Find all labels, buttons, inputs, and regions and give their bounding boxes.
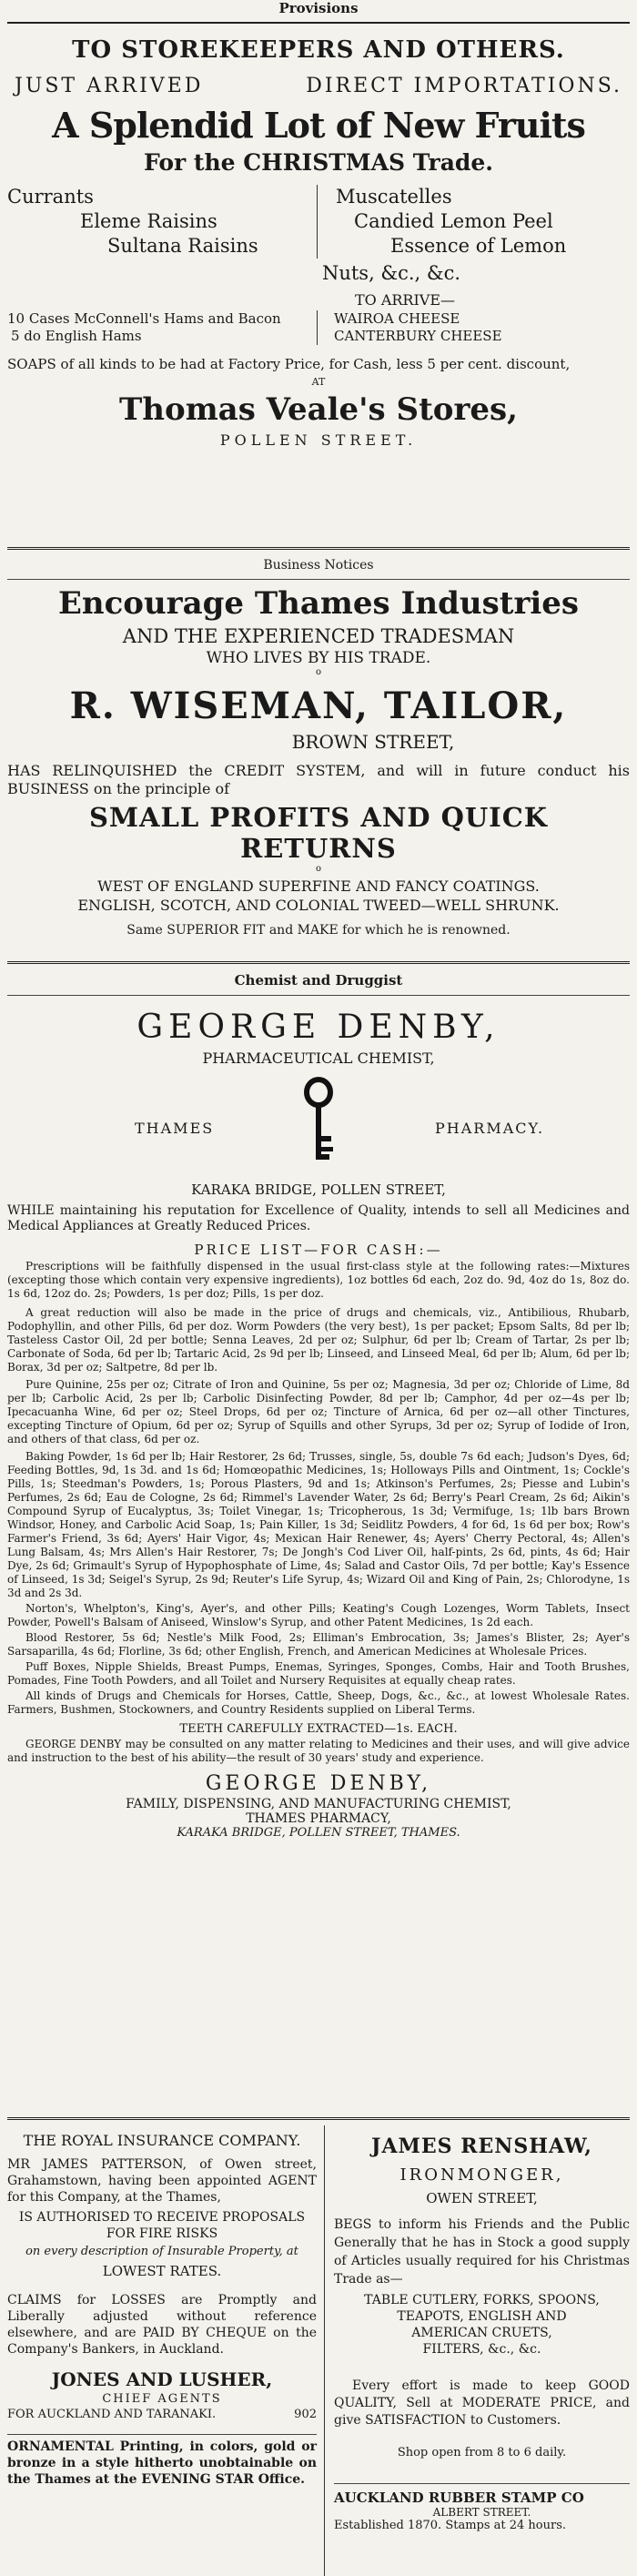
arrive-item: 10 Cases McConnell's Hams and Bacon (7, 310, 281, 327)
who-lives-line: WHO LIVES BY HIS TRADE. (206, 649, 431, 667)
fruit-item: Muscatelles (336, 186, 452, 208)
renshaw-street: OWEN STREET, (426, 2190, 538, 2206)
west-line: WEST OF ENGLAND SUPERFINE AND FANCY COATINGS. (97, 877, 540, 895)
arrive-right (318, 310, 630, 345)
denby-bridge: KARAKA BRIDGE, POLLEN STREET, THAMES. (177, 1826, 460, 1840)
goods-item: AMERICAN CRUETS, (411, 2326, 552, 2340)
fruit-item: Currants (7, 186, 94, 208)
store-street: POLLEN STREET. (219, 431, 418, 449)
fruit-item: Sultana Raisins (107, 235, 258, 257)
insurance-body: MR JAMES PATTERSON, of Owen street, Grahamstown, having been appointed AGENT for this Company, at the Thames, (7, 2157, 317, 2205)
renshaw-hours: Shop open from 8 to 6 daily. (397, 2446, 567, 2459)
same-line: Same SUPERIOR FIT and MAKE for which he is renowned. (126, 923, 511, 938)
ornament: o (315, 864, 322, 874)
divider (7, 547, 630, 550)
insurance-claims: CLAIMS for LOSSES are Promptly and Liberally adjusted without reference elsewhere, and are PAID BY CHEQUE on the Company's Bankers, in Auckland. (7, 2293, 317, 2357)
encourage-headline: Encourage Thames Industries (57, 585, 580, 622)
arrived-left: JUST ARRIVED (15, 75, 204, 97)
pharmacy-row (7, 1076, 630, 1176)
renshaw-goods (334, 2292, 630, 2358)
baking-para: Baking Powder, 1s 6d per lb; Hair Restorer, 2s 6d; Trusses, single, 5s, double 7s 6d each; Judson's Dyes, 6d; Feeding Bottles, 9d, 1s 3d. and 1s 6d; Homœopathic Medicines, 1s; Holloways Pills and Ointment, 1s; Cockle's Pills, 1s; Steedman's Powders, 1s; Porous Plasters, 9d and 1s; Atkinson's Perfumes, 2s; Piesse and Lubin's Perfumes, 2s 6d; Eau de Cologne, 2s 6d; Rimmel's Lavender Water, 2s 6d; Berry's Pearl Cream, 2s 6d; Aikin's Compound Syrup of Eucalyptus, 3s; Toilet Vinegar, 1s; Tricopherous, 1s 3d; Vermifuge, 1s; 1lb bars Brown Windsor, Honey, and Carbolic Acid Soap, 1s; Pain Killer, 1s 3d; Seidlitz Powders, 4 for 6d, 1s 6d per box; Row's Farmer's Friend, 3s 6d; Ayers' Hair Vigor, 4s; Mexican Hair Renewer, 4s; Ayers' Cherry Pectoral, 4s; Allen's Lung Balsam, 4s; Mrs Allen's Hair Restorer, 7s; De Jongh's Cod Liver Oil, half-pints, 2s 6d, pints, 4s 6d; Hair Dye, 2s 6d; Grimault's Syrup of Hypophosphate of Lime, 4s; Salad and Castor Oils, 7d per bottle; Kay's Essence of Linseed, 1s 3d; Seigel's Syrup, 2s 9d; Reuter's Life Syrup, 4s; Wizard Oil and King of Pain, 2s; Chlorodyne, 1s 3d and 2s 3d. (7, 1450, 630, 1599)
fruit-right (318, 185, 630, 259)
key-icon (300, 1076, 337, 1167)
at-line: AT (311, 376, 326, 388)
goods-item: FILTERS, &c., &c. (422, 2342, 541, 2357)
quinine-para: Pure Quinine, 25s per oz; Citrate of Iron and Quinine, 5s per oz; Magnesia, 3d per oz; Chloride of Lime, 8d per lb; Carbolic Acid, 2s per lb; Carbolic Disinfecting Powder, 8d per lb; Camphor, 4d per oz—4s per lb; Ipecacuanha Wine, 6d per oz; Steel Drops, 6d per oz; Tincture of Arnica, 6d per oz—all other Tinctures, excepting Tincture of Opium, 6d per oz; Syrup of Squills and other Syrups, 3d per oz; Syrup of Iodide of Iron, and others of that class, 6d per oz. (7, 1378, 630, 1445)
ornamental-printing: ORNAMENTAL Printing, in colors, gold or bronze in a style hitherto unobtainable on the Thames at the EVENING STAR Office. (7, 2439, 317, 2487)
denby-pharmacy: THAMES PHARMACY, (246, 1811, 391, 1826)
chief-agents: CHIEF AGENTS (102, 2392, 222, 2406)
horses-para: All kinds of Drugs and Chemicals for Horses, Cattle, Sheep, Dogs, &c., &c., at lowest Wholesale Rates. Farmers, Bushmen, Stockowners, and Country Residents supplied on Liberal Terms. (7, 1689, 630, 1716)
fruit-item: Candied Lemon Peel (354, 210, 553, 232)
renshaw-trade: IRONMONGER, (399, 2165, 564, 2185)
divider (7, 961, 630, 964)
wiseman-body: HAS RELINQUISHED the CREDIT SYSTEM, and will in future conduct his BUSINESS on the principle of (7, 762, 630, 797)
christmas-trade: For the CHRISTMAS Trade. (144, 149, 493, 176)
insurance-lowest: LOWEST RATES. (102, 2263, 222, 2279)
experienced-line: AND THE EXPERIENCED TRADESMAN (122, 625, 515, 647)
ornament: o (315, 667, 322, 677)
agents-for: FOR AUCKLAND AND TARANAKI. (7, 2408, 217, 2421)
wiseman-name: R. WISEMAN, TAILOR, (69, 685, 568, 727)
fruit-item: Eleme Raisins (80, 210, 217, 232)
agents-line (7, 2408, 317, 2421)
denby-name-2: GEORGE DENBY, (205, 1772, 432, 1795)
provisions-section (7, 0, 630, 542)
insurance-every: on every description of Insurable Property, at (25, 2245, 298, 2258)
small-profits: SMALL PROFITS AND QUICK RETURNS (88, 802, 549, 864)
price-list-heading: PRICE LIST—FOR CASH:— (194, 1242, 443, 1258)
jones-lusher: JONES AND LUSHER, (51, 2368, 273, 2390)
thames-label: THAMES (135, 1120, 215, 1137)
karaka-bridge: KARAKA BRIDGE, POLLEN STREET, (191, 1182, 446, 1198)
business-header: Business Notices (263, 558, 374, 573)
arrived-line (15, 75, 622, 97)
arrived-right: DIRECT IMPORTATIONS. (306, 75, 622, 97)
rubber-stamp-est: Established 1870. Stamps at 24 hours. (334, 2519, 567, 2532)
insurance-authorised: IS AUTHORISED TO RECEIVE PROPOSALS FOR FIRE RISKS (18, 2210, 306, 2241)
chemist-header: Chemist and Druggist (234, 972, 403, 989)
insurance-title: THE ROYAL INSURANCE COMPANY. (23, 2132, 301, 2149)
prescriptions-para: Prescriptions will be faithfully dispensed in the usual first-class style at the following rates:—Mixtures (excepting those which contain very expensive ingredients), 1oz bottles 6d each, 2oz do. 9d, 4oz do 1s, 8oz do. 1s 6d, 12oz do. 2s; Powders, 1s per doz; Pills, 1s per doz. (7, 1260, 630, 1300)
newspaper-page (7, 0, 630, 2567)
blood-para: Blood Restorer, 5s 6d; Nestle's Milk Food, 2s; Elliman's Embrocation, 3s; James's Blister, 2s; Ayer's Sarsaparilla, 4s 6d; Florline, 3s 6d; other English, French, and American Medicines at Wholesale Prices. (7, 1631, 630, 1658)
denby-family: FAMILY, DISPENSING, AND MANUFACTURING CHEMIST, (126, 1797, 511, 1811)
divider (334, 2483, 630, 2484)
divider (7, 2434, 317, 2435)
drugs-para: A great reduction will also be made in the price of drugs and chemicals, viz., Antibilious, Rhubarb, Podophyllin, and other Pills, 6d per doz. Worm Powders (the very best), 1s per packet; Epsom Salts, 8d per lb; Tasteless Castor Oil, 2d per bottle; Senna Leaves, 2d per oz; Sulphur, 6d per lb; Cream of Tartar, 2s per lb; Carbonate of Soda, 6d per lb; Tartaric Acid, 2s 9d per lb; Linseed, and Linseed Meal, 6d per lb; Alum, 6d per lb; Borax, 3d per oz; Saltpetre, 8d per lb. (7, 1306, 630, 1374)
fruit-list (7, 185, 630, 259)
bottom-columns (7, 2125, 630, 2576)
splendid-headline: A Splendid Lot of New Fruits (52, 105, 585, 146)
renshaw-effort: Every effort is made to keep GOOD QUALITY, Sell at MODERATE PRICE, and give SATISFACTION to Customers. (334, 2378, 630, 2428)
divider (7, 22, 630, 24)
wiseman-street: BROWN STREET, (291, 731, 455, 753)
right-column (325, 2125, 630, 2576)
nuts-line: Nuts, &c., &c. (321, 262, 461, 284)
goods-item: TEAPOTS, ENGLISH AND (397, 2309, 567, 2324)
arrive-item: WAIROA CHEESE (334, 310, 460, 327)
soaps-line: SOAPS of all kinds to be had at Factory Price, for Cash, less 5 per cent. discount, (7, 356, 571, 372)
divider (7, 2117, 630, 2120)
provisions-headline: TO STOREKEEPERS AND OTHERS. (72, 36, 565, 64)
business-section (7, 555, 630, 956)
arrive-list (7, 310, 630, 345)
teeth-line: TEETH CAREFULLY EXTRACTED—1s. EACH. (179, 1722, 458, 1736)
renshaw-name: JAMES RENSHAW, (371, 2135, 592, 2158)
renshaw-body: BEGS to inform his Friends and the Public Generally that he has in Stock a good supply of Articles usually required for his Christmas Trade as— (334, 2217, 630, 2287)
english-line: ENGLISH, SCOTCH, AND COLONIAL TWEED—WELL SHRUNK. (77, 897, 560, 914)
fruit-left (7, 185, 318, 259)
goods-item: TABLE CUTLERY, FORKS, SPOONS, (364, 2293, 600, 2307)
divider (7, 579, 630, 580)
left-column (7, 2125, 325, 2576)
rubber-stamp-street: ALBERT STREET. (432, 2506, 531, 2519)
arrive-left (7, 310, 318, 345)
denby-title: PHARMACEUTICAL CHEMIST, (202, 1050, 435, 1067)
ad-number: 902 (294, 2408, 317, 2421)
denby-name: GEORGE DENBY, (136, 1009, 500, 1046)
store-name: Thomas Veale's Stores, (119, 391, 518, 428)
provisions-header: Provisions (278, 0, 359, 16)
to-arrive: TO ARRIVE— (354, 291, 456, 309)
chemist-section (7, 969, 630, 2112)
divider (7, 995, 630, 996)
pills-para: Norton's, Whelpton's, King's, Ayer's, and other Pills; Keating's Cough Lozenges, Worm Tablets, Insect Powder, Powell's Balsam of Aniseed, Winslow's Syrup, and other Patent Medicines, 1s 2d each. (7, 1602, 630, 1628)
rubber-stamp-name: AUCKLAND RUBBER STAMP CO (334, 2490, 584, 2506)
consult-para: GEORGE DENBY may be consulted on any matter relating to Medicines and their uses, and will give advice and instruction to the best of his ability—the result of 30 years' study and experience. (7, 1738, 630, 1764)
pharmacy-label: PHARMACY. (435, 1120, 545, 1137)
arrive-item: 5 do English Hams (11, 328, 142, 344)
while-para: WHILE maintaining his reputation for Excellence of Quality, intends to sell all Medicines and Medical Appliances at Greatly Reduced Prices. (7, 1203, 630, 1233)
puff-para: Puff Boxes, Nipple Shields, Breast Pumps, Enemas, Syringes, Sponges, Combs, Hair and Tooth Brushes, Pomades, Fine Tooth Powders, and all Toilet and Nursery Requisites at equally cheap rates. (7, 1660, 630, 1687)
fruit-item: Essence of Lemon (390, 235, 567, 257)
arrive-item: CANTERBURY CHEESE (334, 328, 502, 344)
